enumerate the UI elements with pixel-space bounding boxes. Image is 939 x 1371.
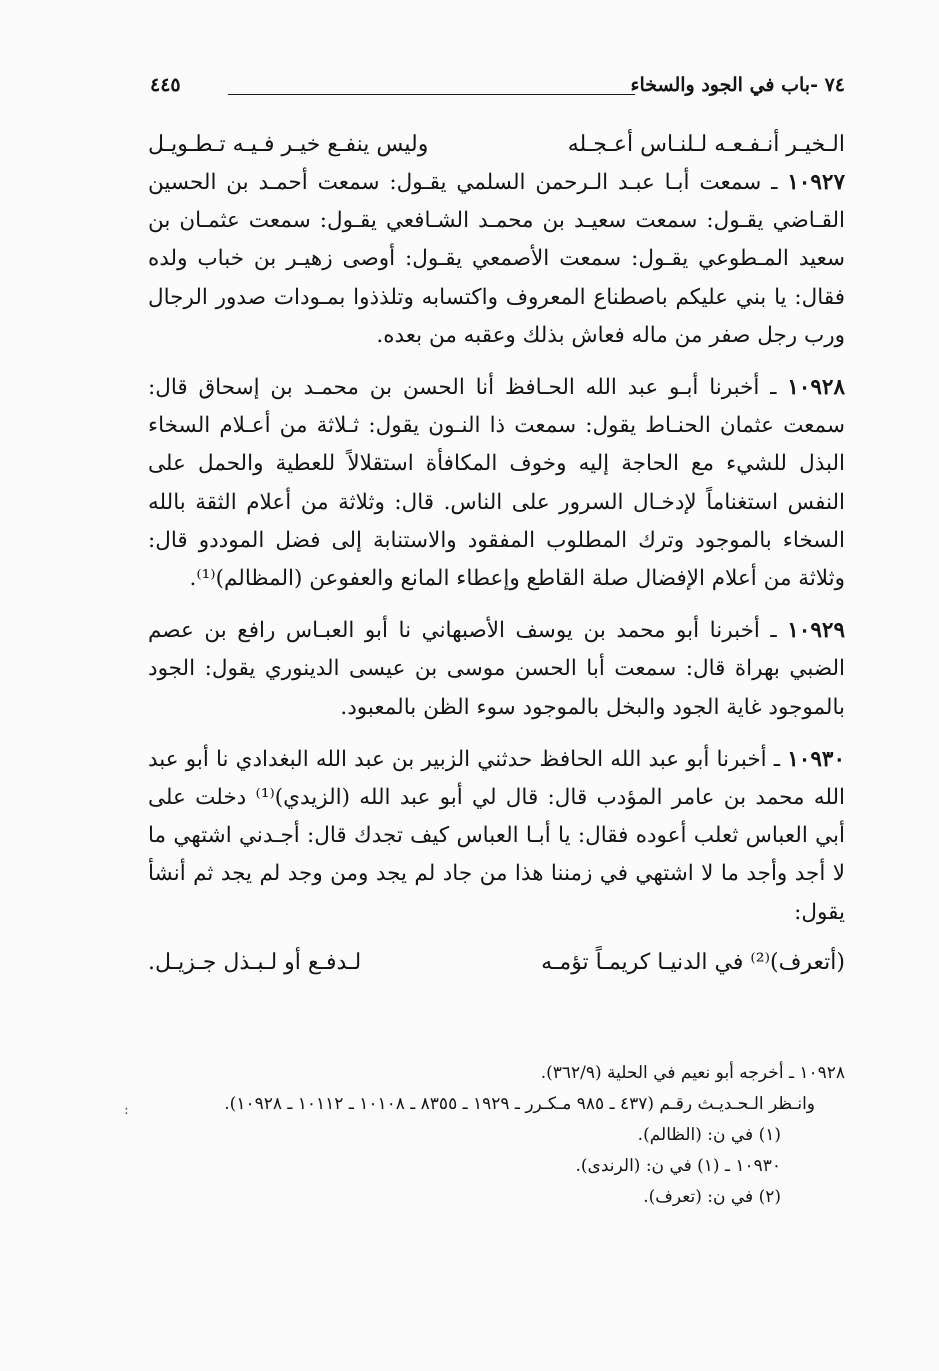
header-rule (228, 94, 635, 95)
hadith-text: ـ أخبرنا أبـو عبد الله الحـافظ أنا الحسن بن محمـد بن إسحاق قال: سمعت عثمان الحنـاط يقول: سمعت ذا النـون يقول: ثـلاثة من أعـلام السخاء البذل للشيء مع الحاجة إليه وخوف المكافأة استقلالاً للعطية والحمل على النفس استغناماً لإدخـال السرور على الناس. قال: وثلاثة من أعلام الثقة بالله السخاء بالموجود وترك المطلوب المفقود والاستنابة إلى فضل الموددو قال: وثلاثة من أعلام الإفضال صلة القاطع وإعطاء المانع والعفوعن (المظالم)⁽¹⁾. (148, 375, 845, 592)
footnote-10928-source: ١٠٩٢٨ ـ أخرجه أبو نعيم في الحلية (٣٦٢/٩). (540, 1063, 845, 1083)
footnote-10930-variant-1: ١٠٩٣٠ ـ (١) في ن: (الرندى). (575, 1156, 781, 1176)
hadith-number: ١٠٩٢٩ (787, 618, 845, 644)
footnote-10928-see-also: وانـظر الـحـديـث رقـم (٤٣٧ ـ ٩٨٥ مـكـرر ـ ١٩٢٩ ـ ٨٣٥٥ ـ ١٠١٠٨ ـ ١٠١١٢ ـ ١٠٩٢٨). (224, 1094, 815, 1114)
footnote-variant-1: (١) في ن: (الظالم). (637, 1125, 781, 1145)
footnote-variant-2: (٢) في ن: (تعرف). (643, 1187, 781, 1207)
chapter-title: ٧٤ -باب في الجود والسخاء (630, 74, 845, 96)
margin-mark: : (124, 1102, 129, 1118)
hadith-paragraph-10930 (148, 741, 845, 932)
page-number: ٤٤٥ (150, 74, 181, 96)
hadith-text: ـ سمعت أبـا عبـد الـرحمن السلمي يقـول: سمعت أحمـد بن الحسين القـاضي يقـول: سمعت سعيـد بن محمـد الشـافعي يقـول: سمعت عثمـان بن سعيد المـطوعي يقـول: سمعت الأصمعي يقـول: أوصى زهيـر بن خباب ولده فقال: يا بني عليكم باصطناع المعروف واكتسابه وتلذذوا بمـودات صدور الرجال ورب رجل صفر من ماله فعاش بذلك وعقبه من بعده. (148, 170, 845, 348)
hadith-number: ١٠٩٣٠ (787, 746, 845, 772)
hadith-text: ـ أخبرنا أبو محمد بن يوسف الأصبهاني نا أبو العبـاس رافع بن عصم الضبي بهراة قال: سمعت أبا الحسن موسى بن عيسى الدينوري يقول: الجود بالموجود غاية الجود والبخل بالموجود سوء الظن بالمعبود. (148, 618, 845, 720)
hadith-paragraph-10927 (148, 164, 845, 355)
verse-bottom-first-hemistich: (أتعرف)⁽²⁾ في الدنيـا كريمـاً تؤمـه (541, 949, 845, 975)
verse-top (148, 126, 845, 164)
footnotes (148, 1058, 845, 1213)
verse-bottom-second-hemistich: لـدفـع أو لـبـذل جـزيـل. (148, 949, 362, 975)
hadith-number: ١٠٩٢٨ (787, 375, 845, 401)
hadith-number: ١٠٩٢٧ (787, 170, 845, 195)
verse-bottom (148, 944, 845, 982)
verse-top-first-hemistich: الـخيـر أنـفـعـه لـلنـاس أعـجـله (567, 132, 845, 157)
running-header (150, 72, 845, 108)
hadith-paragraph-10928 (148, 369, 845, 598)
verse-top-second-hemistich: وليس ينفـع خيـر فـيـه تـطـويـل (148, 132, 429, 157)
main-text (148, 126, 845, 982)
hadith-text: ـ أخبرنا أبو عبد الله الحافظ حدثني الزبير بن عبد الله البغدادي نا أبو عبد الله محمد بن عامر المؤدب قال: قال لي أبو عبد الله (الزيدي)⁽¹⁾ دخلت على أبي العباس ثعلب أعوده فقال: يا أبـا العباس كيف تجدك قال: أجـدني اشتهي ما لا أجد وأجد ما لا اشتهي في زمننا هذا من جاد لم يجد ومن وجد لم يجد ثم أنشأ يقول: (148, 746, 845, 925)
hadith-paragraph-10929 (148, 612, 845, 727)
